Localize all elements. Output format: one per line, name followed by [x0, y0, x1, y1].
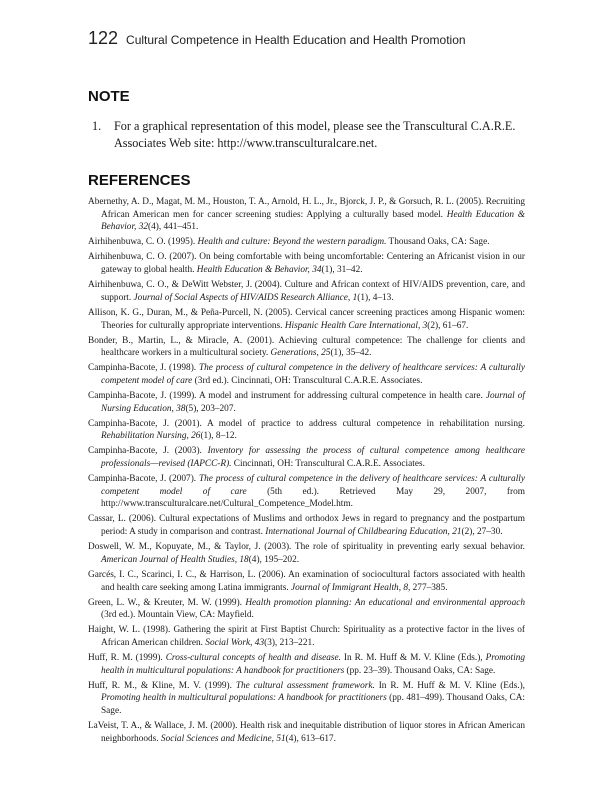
reference-italic-text: Cross-cultural concepts of health and disease. — [165, 652, 341, 663]
running-header — [88, 28, 466, 49]
reference-text: Campinha-Bacote, J. (1999). A model and instrument for addressing cultural competence in health care. — [88, 390, 486, 401]
reference-text: Huff, R. M., & Kline, M. V. (1999). — [88, 680, 236, 691]
reference-italic-text: Social Work, 43 — [205, 637, 265, 648]
references-list — [88, 196, 525, 748]
reference-entry — [88, 279, 525, 304]
reference-text: (1), 31–42. — [321, 265, 363, 276]
reference-text: LaVeist, T. A., & Wallace, J. M. (2000). Health risk and inequitable distribution of liquor stores in African American neighborhoods. — [88, 721, 525, 744]
reference-text: (4), 613–617. — [285, 733, 336, 744]
reference-text: Cassar, L. (2006). Cultural expectations of Muslims and orthodox Jews in regard to pregnancy and the postpartum period: A study in comparison and contrast. — [88, 514, 525, 538]
reference-entry — [88, 513, 525, 538]
reference-entry — [88, 236, 525, 249]
reference-text: Abernethy, A. D., Magat, M. M., Houston, T. A., Arnold, H. L., Jr., Bjorck, J. P., & Gorsuch, R. L. (2005). Recruiting African American men for cancer screening studies: Applying a culturally based model. — [88, 197, 525, 220]
reference-text: (2), 27–30. — [461, 527, 503, 538]
reference-italic-text: Rehabilitation Nursing, 26 — [101, 431, 201, 442]
reference-text: Doswell, W. M., Kopuyate, M., & Taylor, J. (2003). The role of spirituality in preventing early sexual behavior. — [88, 542, 525, 553]
reference-italic-text: Health promotion planning: An educational and environmental approach — [245, 597, 526, 608]
reference-italic-text: American Journal of Health Studies, 18 — [101, 554, 249, 565]
reference-entry — [88, 720, 525, 745]
reference-italic-text: Health Education & Behavior, 34 — [196, 265, 322, 276]
reference-italic-text: Journal of Social Aspects of HIV/AIDS Research Alliance, 1 — [133, 292, 358, 303]
reference-entry — [88, 473, 525, 511]
reference-text: Campinha-Bacote, J. (1998). — [88, 363, 199, 374]
reference-text: (5th ed.). Retrieved May 29, 2007, from http://www.transculturalcare.net/Cultural_Competence_Model.htm. — [101, 486, 525, 510]
reference-text: (pp. 23–39). Thousand Oaks, CA: Sage. — [344, 665, 496, 676]
reference-text: Campinha-Bacote, J. (2007). — [88, 474, 199, 485]
reference-entry — [88, 390, 525, 415]
reference-italic-text: Inventory for assessing the process of cultural competence among healthcare professionals—revised (IAPCC-R). — [101, 446, 525, 470]
reference-italic-text: Promoting health in multicultural populations: A handbook for practitioners — [101, 652, 526, 676]
reference-text: (4), 195–202. — [248, 554, 300, 565]
reference-italic-text: Health Education & Behavior, 32 — [101, 209, 525, 233]
reference-entry — [88, 251, 525, 276]
reference-italic-text: Hispanic Health Care International, 3 — [284, 320, 428, 331]
reference-italic-text: The process of cultural competence in the delivery of healthcare services: A culturally competent model of care — [101, 474, 525, 497]
reference-text: In R. M. Huff & M. V. Kline (Eds.), — [374, 680, 525, 691]
reference-italic-text: International Journal of Childbearing Education, 21 — [265, 527, 462, 538]
reference-entry — [88, 196, 525, 234]
note-text: For a graphical representation of this model, please see the Transcultural C.A.R.E. Associates Web site: http://www.transculturalcare.net. — [114, 119, 516, 150]
reference-text: (1), 35–42. — [330, 348, 372, 359]
reference-entry — [88, 418, 525, 443]
reference-text: (4), 441–451. — [148, 222, 199, 233]
reference-entry — [88, 680, 525, 718]
reference-entry — [88, 362, 525, 387]
reference-text: (3), 213–221. — [264, 637, 315, 648]
reference-italic-text: Promoting health in multicultural populations: A handbook for practitioners — [101, 693, 387, 704]
references-heading: REFERENCES — [88, 172, 191, 189]
reference-entry — [88, 445, 525, 470]
reference-text: Huff, R. M. (1999). — [88, 652, 166, 663]
reference-italic-text: Generations, 25 — [270, 348, 331, 359]
reference-text: (3rd ed.). Mountain View, CA: Mayfield. — [101, 610, 254, 621]
reference-text: Airhihenbuwa, C. O., & DeWitt Webster, J. (2004). Culture and African context of HIV/AIDS prevention, care, and support. — [88, 280, 525, 303]
reference-text: (pp. 481–499). Thousand Oaks, CA: Sage. — [101, 693, 525, 717]
reference-italic-text: The process of cultural competence in the delivery of healthcare services: A culturally competent model of care — [101, 363, 525, 386]
running-title: Cultural Competence in Health Education and Health Promotion — [126, 33, 466, 47]
reference-italic-text: Health and culture: Beyond the western paradigm. — [197, 237, 387, 248]
reference-entry — [88, 597, 525, 622]
reference-entry — [88, 652, 525, 677]
reference-text: , 277–385. — [408, 582, 448, 593]
reference-text: (3rd ed.). Cincinnati, OH: Transcultural C.A.R.E. Associates. — [192, 375, 423, 386]
reference-text: Thousand Oaks, CA: Sage. — [386, 237, 490, 248]
reference-text: Airhihenbuwa, C. O. (2007). On being comfortable with being uncomfortable: Centering an Africanist vision in our gateway to global health. — [88, 252, 525, 276]
reference-text: (1), 8–12. — [200, 431, 237, 442]
reference-italic-text: Social Sciences and Medicine, 51 — [160, 733, 286, 744]
reference-entry — [88, 541, 525, 566]
note-heading: NOTE — [88, 88, 130, 105]
reference-italic-text: Journal of Immigrant Health, 8 — [291, 582, 408, 593]
reference-text: (2), 61–67. — [427, 320, 469, 331]
note-number: 1. — [92, 119, 102, 133]
reference-text: (1), 4–13. — [357, 292, 394, 303]
reference-text: Green, L. W., & Kreuter, M. W. (1999). — [88, 597, 246, 608]
reference-entry — [88, 307, 525, 332]
reference-text: Garcés, I. C., Scarinci, I. C., & Harrison, L. (2006). An examination of sociocultural factors associated with health and health care seeking among Latina immigrants. — [88, 569, 525, 593]
reference-text: In R. M. Huff & M. V. Kline (Eds.), — [340, 652, 486, 663]
reference-entry — [88, 569, 525, 594]
page-number: 122 — [88, 28, 119, 48]
reference-text: (5), 203–207. — [185, 403, 236, 414]
reference-italic-text: The cultural assessment framework. — [235, 680, 375, 691]
reference-text: Campinha-Bacote, J. (2003). — [88, 446, 208, 457]
reference-text: Campinha-Bacote, J. (2001). A model of practice to address cultural competence in rehabilitation nursing. — [88, 418, 525, 429]
reference-text: Haight, W. L. (1998). Gathering the spirit at First Baptist Church: Spirituality as a protective factor in the lives of African American children. — [88, 625, 525, 648]
reference-text: Cincinnati, OH: Transcultural C.A.R.E. Associates. — [231, 459, 425, 470]
reference-text: Bonder, B., Martin, L., & Miracle, A. (2001). Achieving cultural competence: The challenge for clients and healthcare workers in a multicultural society. — [88, 335, 525, 359]
reference-entry — [88, 624, 525, 649]
reference-italic-text: Journal of Nursing Education, 38 — [101, 390, 525, 414]
reference-text: Airhihenbuwa, C. O. (1995). — [88, 237, 198, 248]
reference-entry — [88, 335, 525, 360]
reference-text: Allison, K. G., Duran, M., & Peña-Purcell, N. (2005). Cervical cancer screening practices among Hispanic women: Theories for culturally appropriate interventions. — [88, 307, 525, 331]
note-item — [92, 118, 528, 152]
